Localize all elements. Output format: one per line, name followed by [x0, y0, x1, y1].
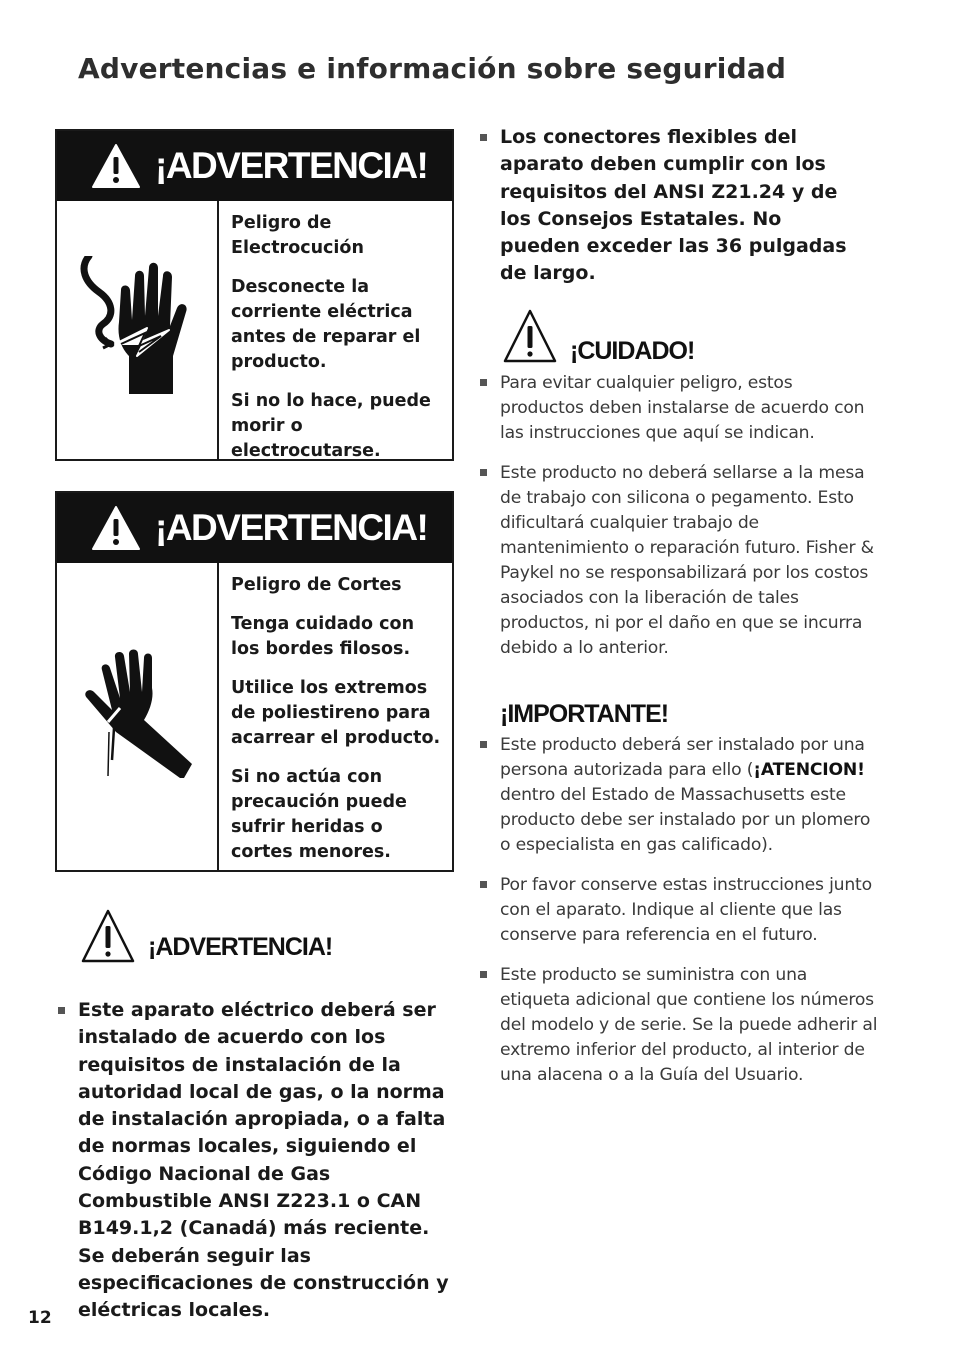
list-item: Este producto se suministra con una etiqueta adicional que contiene los números del modelo y de serie. Se la puede adherir al extremo inferior del producto, al interior de una alacena o a la Guía del Usuario. — [478, 963, 878, 1088]
list-item — [478, 733, 878, 858]
caution-heading-row — [502, 308, 694, 364]
connectors-list — [478, 124, 858, 288]
list-item-text: dentro del Estado de Massachusetts este producto debe ser instalado por un plomero o especialista en gas calificado). — [500, 785, 871, 855]
electric-shock-icon-cell — [57, 201, 219, 461]
warning-instruction: Utilice los extremos de poliestireno para acarrear el producto. — [231, 678, 441, 748]
caution-triangle-outline-icon — [80, 908, 136, 964]
page-title: Advertencias e información sobre seguridad — [78, 52, 787, 85]
warning-instruction: Tenga cuidado con los bordes filosos. — [231, 614, 415, 659]
warning-header — [57, 131, 452, 201]
important-list — [478, 733, 878, 1103]
caution-triangle-outline-icon — [502, 308, 558, 364]
electric-shock-hand-icon — [77, 256, 197, 406]
warning-heading: ¡ADVERTENCIA! — [155, 145, 428, 186]
warning-triangle-icon — [91, 143, 141, 189]
gas-warning-heading: ¡ADVERTENCIA! — [148, 933, 333, 961]
caution-heading: ¡CUIDADO! — [570, 337, 695, 365]
warning-title: Peligro de Cortes — [231, 575, 402, 595]
page-number: 12 — [28, 1308, 52, 1328]
caution-list — [478, 371, 878, 676]
warning-title: Peligro de Electrocución — [231, 213, 364, 258]
important-heading: ¡IMPORTANTE! — [500, 700, 669, 728]
warning-header — [57, 493, 452, 563]
warning-consequence: Si no actúa con precaución puede sufrir heridas o cortes menores. — [231, 767, 407, 862]
list-item-text: Este producto deberá ser instalado por una persona autorizada para ello ( — [500, 735, 865, 780]
list-item: Este aparato eléctrico deberá ser instalado de acuerdo con los requisitos de instalación de la autoridad local de gas, o la norma de instalación apropiada, o a falta de normas locales, siguiendo el Código Nacional de Gas Combustible ANSI Z223.1 o CAN B149.1,2 (Canadá) más reciente. Se deberán seguir las especificaciones de construcción y eléctricas locales. — [56, 997, 456, 1325]
warning-consequence: Si no lo hace, puede morir o electrocutarse. — [231, 391, 431, 461]
list-item: Por favor conserve estas instrucciones junto con el aparato. Indique al cliente que las conserve para referencia en el futuro. — [478, 873, 878, 948]
cut-hand-icon — [72, 648, 202, 788]
warning-instruction: Desconecte la corriente eléctrica antes de reparar el producto. — [231, 277, 421, 372]
cut-hand-icon-cell — [57, 563, 219, 872]
warning-triangle-icon — [91, 505, 141, 551]
list-item: Los conectores flexibles del aparato deben cumplir con los requisitos del ANSI Z21.24 y de los Consejos Estatales. No pueden exceder las 36 pulgadas de largo. — [478, 124, 858, 288]
attention-label: ¡ATENCION! — [753, 760, 865, 780]
gas-warning-list — [56, 997, 456, 1325]
warning-heading: ¡ADVERTENCIA! — [155, 507, 428, 548]
gas-warning-heading-row — [80, 908, 332, 964]
electric-shock-warning-box — [55, 129, 454, 461]
cut-hazard-warning-box — [55, 491, 454, 872]
list-item: Este producto no deberá sellarse a la mesa de trabajo con silicona o pegamento. Esto dificultará cualquier trabajo de mantenimiento o reparación futuro. Fisher & Paykel no se responsabilizará por los costos asociados con la liberación de tales productos, ni por el daño en que se incurra debido a lo anterior. — [478, 461, 878, 661]
list-item: Para evitar cualquier peligro, estos productos deben instalarse de acuerdo con las instrucciones que aquí se indican. — [478, 371, 878, 446]
